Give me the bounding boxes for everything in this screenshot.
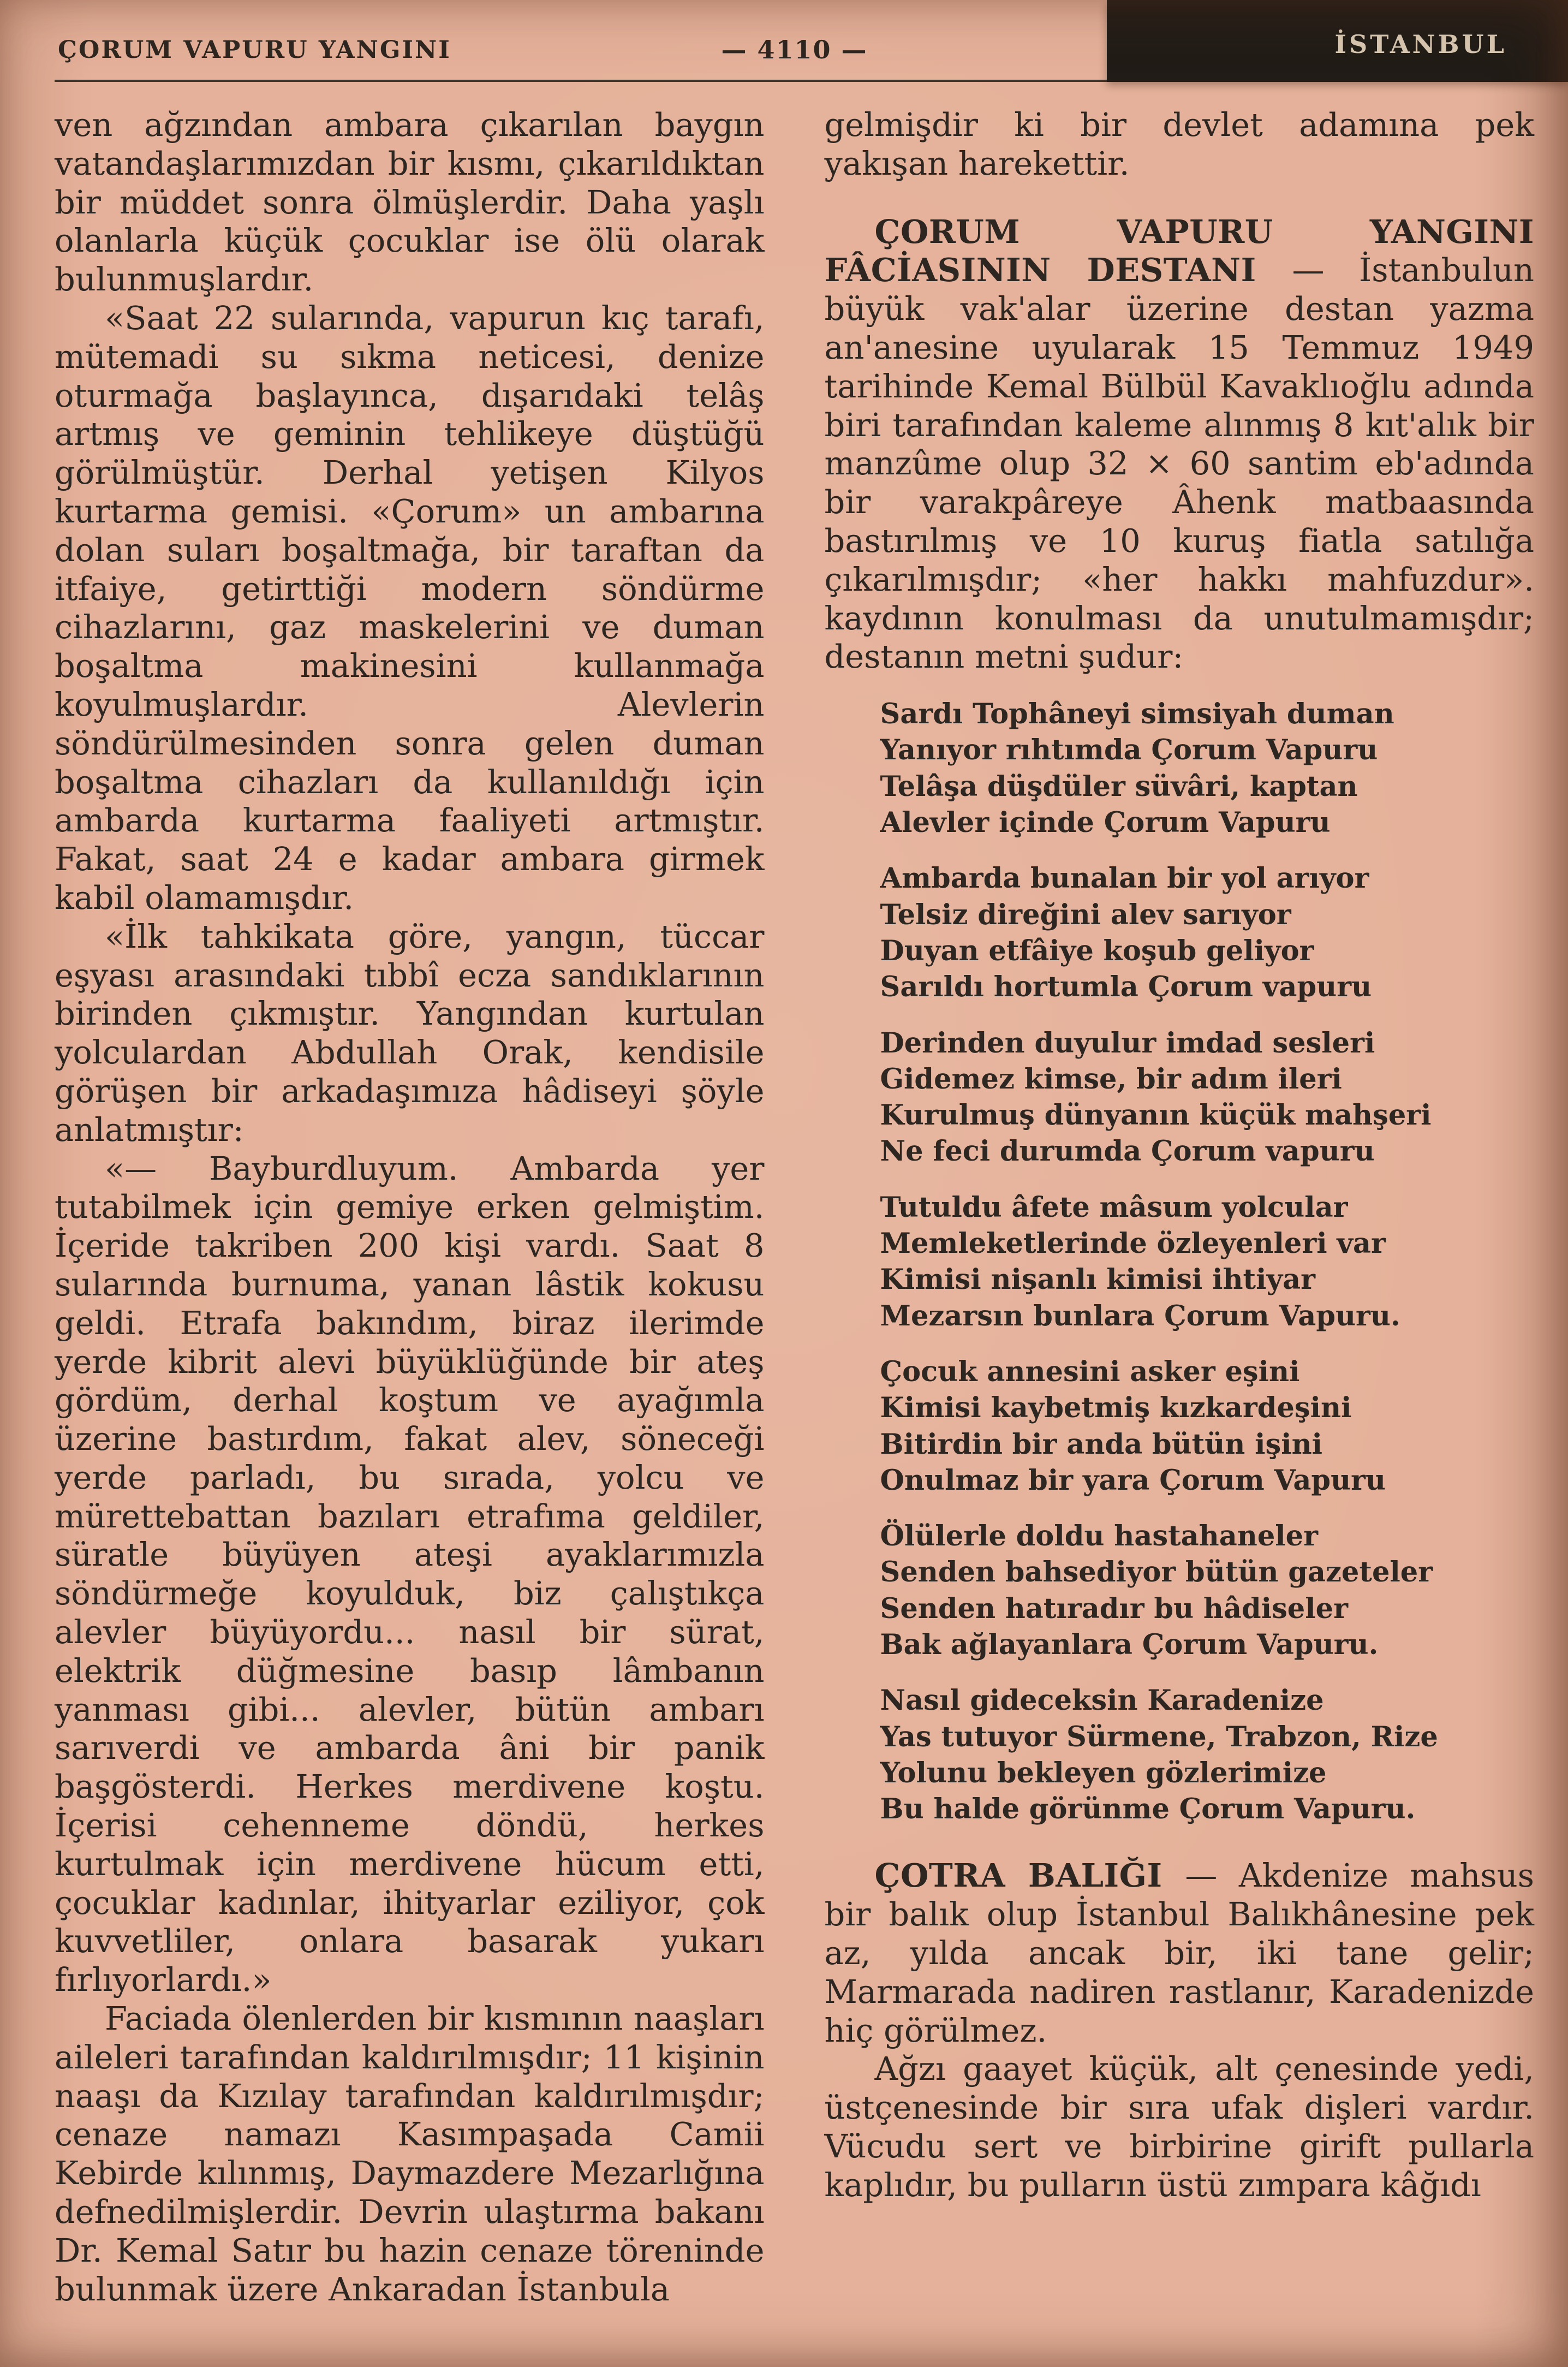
- header-volume-band: [1107, 0, 1568, 82]
- running-head: [55, 25, 1534, 82]
- paragraph: «Saat 22 sularında, vapurun kıç tarafı, mütemadi su sıkma neticesi, denize oturmağa başlayınca, dışarıdaki telâş artmış ve geminin tehlikeye düştüğü görülmüştür. Derhal yetişen Kilyos kurtarma gemisi. «Çorum» un ambarına dolan suları boşaltmağa, bir taraftan da itfaiye, getirttiği modern söndürme cihazlarını, gaz maskelerini ve duman boşaltma makinesini kullanmağa koyulmuşlardır. Alevlerin söndürülmesinden sonra gelen duman boşaltma cihazları da kullanıldığı için ambarda kurtarma faaliyeti artmıştır. Fakat, saat 24 e kadar ambara girmek kabil olamamışdır.: [55, 299, 765, 917]
- poem-line: Memleketlerinde özleyenleri var: [880, 1227, 1386, 1260]
- paragraph: «— Bayburdluyum. Ambarda yer tutabilmek için gemiye erken gelmiştim. İçeride takriben 200 kişi vardı. Saat 8 sularında burnuma, yanan lâstik kokusu geldi. Etrafa bakındım, biraz ilerimde yerde kibrit alevi büyüklüğünde bir ateş gördüm, derhal koştum ve ayağımla üzerine bastırdım, fakat alev, söneceği yerde parladı, bu sırada, yolcu ve mürettebattan bazıları etrafıma geldiler, süratle büyüyen ateşi ayaklarımızla söndürmeğe koyulduk, biz çalıştıkça alevler büyüyordu... nasıl bir sürat, elektrik düğmesine basıp lâmbanın yanması gibi... alevler, bütün ambarı sarıverdi ve ambarda âni bir panik başgösterdi. Herkes merdivene koştu. İçerisi cehenneme döndü, herkes kurtulmak için merdivene hücum etti, çocuklar kadınlar, ihityarlar eziliyor, çok kuvvetliler, onlara basarak yukarı fırlıyorlardı.»: [55, 1149, 765, 1999]
- poem-line: Ölülerle doldu hastahaneler: [880, 1520, 1318, 1553]
- entry-paragraph: ÇORUM VAPURU YANGINI FÂCİASININ DESTANI — İstanbulun büyük vak'alar üzerine destan yazma an'anesine uyularak 15 Temmuz 1949 tarihinde Kemal Bülbül Kavaklıoğlu adında biri tarafından kaleme alınmış 8 kıt'alık bir manzûme olup 32 × 60 santim eb'adında bir varakpâreye Âhenk matbaasında bastırılmış ve 10 kuruş fiatla satılığa çıkarılmışdır; «her hakkı mahfuzdur». kaydının konulması da unutulmamışdır; destanın metni şudur:: [824, 212, 1535, 676]
- poem-stanza: [880, 1682, 1535, 1827]
- poem-line: Telâşa düşdüler süvâri, kaptan: [880, 770, 1358, 803]
- poem-line: Ambarda bunalan bir yol arıyor: [880, 862, 1369, 895]
- poem-line: Kimisi kaybetmiş kızkardeşini: [880, 1391, 1352, 1425]
- poem-line: Kimisi nişanlı kimisi ihtiyar: [880, 1263, 1315, 1297]
- poem-line: Nasıl gideceksin Karadenize: [880, 1684, 1324, 1717]
- poem-line: Ne feci durumda Çorum vapuru: [880, 1135, 1375, 1168]
- paragraph: «İlk tahkikata göre, yangın, tüccar eşyası arasındaki tıbbî ecza sandıklarının birinden çıkmıştır. Yangından kurtulan yolculardan Abdullah Orak, kendisile görüşen bir arkadaşımıza hâdiseyi şöyle anlatmıştır:: [55, 917, 765, 1149]
- poem-line: Derinden duyulur imdad sesleri: [880, 1026, 1375, 1060]
- paragraph: gelmişdir ki bir devlet adamına pek yakışan harekettir.: [824, 106, 1534, 182]
- poem-line: Senden hatıradır bu hâdiseler: [880, 1592, 1348, 1625]
- poem-line: Tutuldu âfete mâsum yolcular: [880, 1191, 1348, 1224]
- poem-stanza: [880, 1354, 1535, 1498]
- left-column: [55, 106, 765, 2309]
- poem-line: Yolunu bekleyen gözlerimize: [880, 1756, 1327, 1789]
- paragraph: Ağzı gaayet küçük, alt çenesinde yedi, üstçenesinde bir sıra ufak dişleri vardır. Vücudu sert ve birbirine girift pullarla kaplıdır, bu pulların üstü zımpara kâğıdı: [824, 2050, 1534, 2204]
- poem-line: Bu halde görünme Çorum Vapuru.: [880, 1793, 1416, 1826]
- poem-line: Yas tutuyor Sürmene, Trabzon, Rize: [880, 1720, 1438, 1753]
- poem-stanza: [880, 696, 1535, 841]
- poem-line: Bitirdin bir anda bütün işini: [880, 1428, 1323, 1461]
- header-volume-title: İSTANBUL: [1334, 29, 1507, 59]
- poem-line: Kurulmuş dünyanın küçük mahşeri: [880, 1099, 1432, 1132]
- poem-line: Gidemez kimse, bir adım ileri: [880, 1062, 1342, 1096]
- poem-line: Çocuk annesini asker eşini: [880, 1355, 1300, 1388]
- poem-stanza: [880, 1518, 1535, 1663]
- poem-line: Mezarsın bunlara Çorum Vapuru.: [880, 1299, 1400, 1333]
- poem-line: Telsiz direğini alev sarıyor: [880, 898, 1291, 931]
- header-article-title: ÇORUM VAPURU YANGINI: [58, 36, 451, 64]
- poem-line: Duyan etfâiye koşub geliyor: [880, 934, 1314, 967]
- header-page-number: — 4110 —: [721, 35, 868, 64]
- poem-line: Sarıldı hortumla Çorum vapuru: [880, 971, 1372, 1004]
- poem-line: Onulmaz bir yara Çorum Vapuru: [880, 1464, 1386, 1497]
- poem-line: Alevler içinde Çorum Vapuru: [880, 806, 1331, 840]
- poem-line: Sardı Tophâneyi simsiyah duman: [880, 698, 1394, 731]
- poem-line: Senden bahsediyor bütün gazeteler: [880, 1556, 1433, 1589]
- poem-stanza: [880, 1025, 1535, 1170]
- poem-stanza: [880, 860, 1535, 1005]
- entry-title: ÇOTRA BALIĞI: [874, 1857, 1185, 1895]
- poem-stanza: [880, 1190, 1535, 1334]
- poem-line: Yanıyor rıhtımda Çorum Vapuru: [880, 734, 1378, 767]
- poem-line: Bak ağlayanlara Çorum Vapuru.: [880, 1628, 1379, 1661]
- entry-title: ÇORUM VAPURU YANGINI FÂCİASININ DESTANI: [824, 212, 1534, 289]
- right-column: [825, 106, 1535, 2309]
- paragraph: ven ağzından ambara çıkarılan baygın vatandaşlarımızdan bir kısmı, çıkarıldıktan bir müddet sonra ölmüşlerdir. Daha yaşlı olanlarla küçük çocuklar ise ölü olarak bulunmuşlardır.: [55, 106, 765, 299]
- entry-paragraph: ÇOTRA BALIĞI — Akdenize mahsus bir balık olup İstanbul Balıkhânesine pek az, yılda ancak bir, iki tane gelir; Marmarada nadiren rastlanır, Karadenizde hiç görülmez.: [824, 1857, 1534, 2049]
- paragraph: Faciada ölenlerden bir kısmının naaşları aileleri tarafından kaldırılmışdır; 11 kişinin naaşı da Kızılay tarafından kaldırılmışdır; cenaze namazı Kasımpaşada Camii Kebirde kılınmış, Daymazdere Mezarlığına defnedilmişlerdir. Devrin ulaştırma bakanı Dr. Kemal Satır bu hazin cenaze töreninde bulunmak üzere Ankaradan İstanbula: [55, 2000, 765, 2308]
- text-columns: [55, 106, 1534, 2309]
